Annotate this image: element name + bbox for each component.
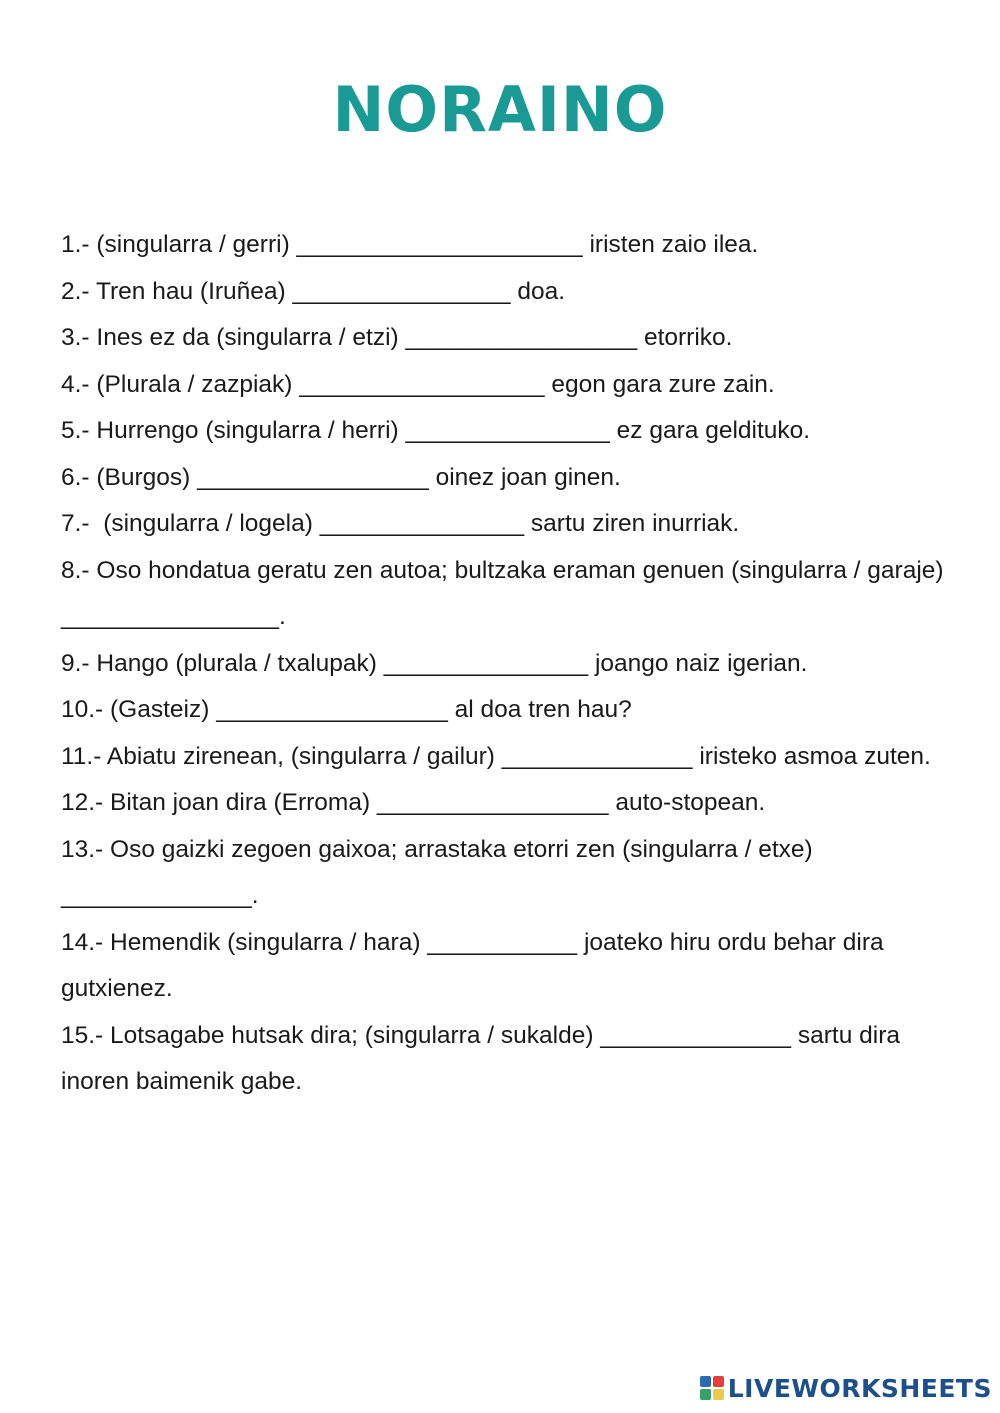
logo-square-red	[713, 1376, 724, 1387]
exercise-text: 15.- Lotsagabe hutsak dira; (singularra / sukalde) ______________ sartu dira inoren baimenik gabe.	[61, 1021, 907, 1095]
exercise-item	[61, 687, 951, 734]
exercise-text: 2.- Tren hau (Iruñea) ________________ doa.	[61, 277, 566, 305]
exercise-text: 13.- Oso gaizki zegoen gaixoa; arrastaka etorri zen (singularra / etxe) ______________.	[61, 835, 820, 909]
logo-square-blue	[700, 1376, 711, 1387]
exercise-text: 11.- Abiatu zirenean, (singularra / gailur) ______________ iristeko asmoa zuten.	[61, 742, 931, 770]
logo-square-green	[700, 1389, 711, 1400]
exercise-item	[61, 269, 951, 316]
exercise-text: 8.- Oso hondatua geratu zen autoa; bultzaka eraman genuen (singularra / garaje) ________________.	[61, 556, 951, 630]
exercise-item	[61, 780, 951, 827]
exercise-text: 7.- (singularra / logela) _______________ sartu ziren inurriak.	[61, 510, 740, 537]
exercise-item	[61, 641, 951, 688]
exercise-item	[61, 1013, 951, 1106]
brand-text: LIVEWORKSHEETS	[727, 1373, 992, 1403]
exercise-text: 9.- Hango (plurala / txalupak) _______________ joango naiz igerian.	[61, 649, 808, 677]
logo-square-yellow	[713, 1389, 724, 1400]
exercise-text: 6.- (Burgos) _________________ oinez joan ginen.	[61, 463, 621, 491]
exercise-item	[61, 548, 951, 641]
exercise-item	[61, 455, 951, 502]
exercise-item	[61, 408, 951, 455]
page-title: NORAINO	[332, 73, 668, 146]
exercise-text: 5.- Hurrengo (singularra / herri) _______________ ez gara geldituko.	[61, 417, 811, 444]
exercise-item	[61, 315, 951, 362]
exercise-text: 14.- Hemendik (singularra / hara) ___________ joateko hiru ordu behar dira gutxienez.	[61, 928, 891, 1002]
exercise-item	[61, 827, 951, 920]
exercise-item	[61, 920, 951, 1013]
liveworksheets-logo-icon	[700, 1376, 724, 1400]
exercise-text: 4.- (Plurala / zazpiak) __________________ egon gara zure zain.	[61, 370, 775, 398]
exercise-item	[61, 501, 951, 548]
exercise-text: 12.- Bitan joan dira (Erroma) _________________ auto-stopean.	[61, 789, 766, 816]
exercise-text: 10.- (Gasteiz) _________________ al doa tren hau?	[61, 696, 632, 723]
liveworksheets-brand	[700, 1371, 992, 1405]
exercise-text: 3.- Ines ez da (singularra / etzi) _________________ etorriko.	[61, 324, 733, 351]
exercise-item	[61, 222, 951, 269]
exercise-text: 1.- (singularra / gerri) _____________________ iristen zaio ilea.	[61, 231, 759, 258]
exercise-item	[61, 734, 951, 781]
exercise-item	[61, 362, 951, 409]
exercise-list	[61, 222, 951, 1106]
